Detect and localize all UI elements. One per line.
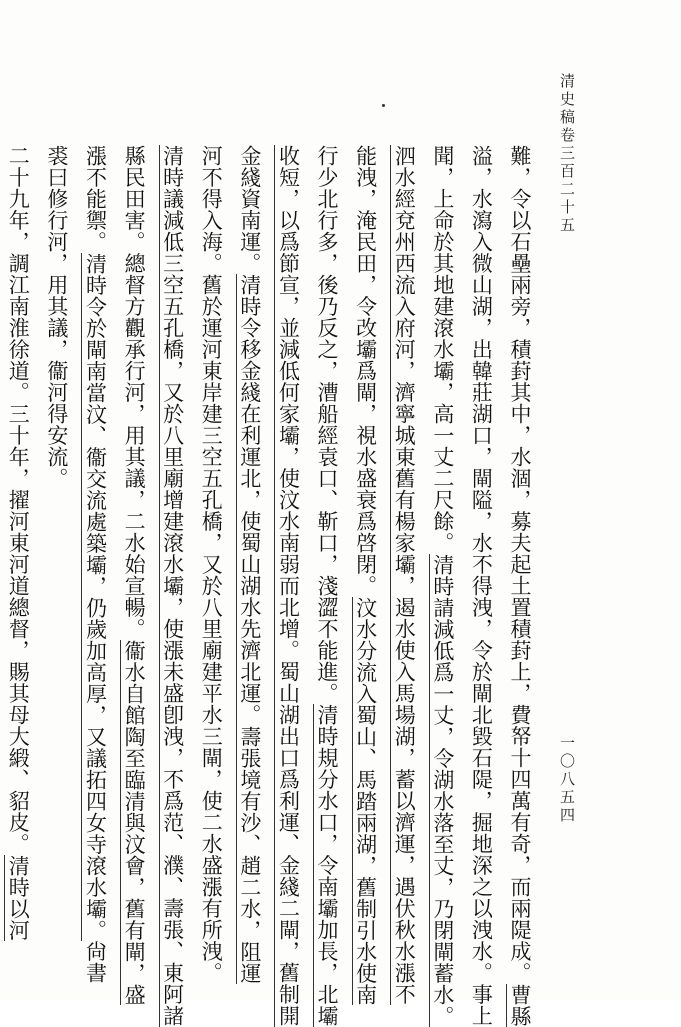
text-column	[0, 145, 37, 1005]
text-segment: 尙書	[83, 940, 108, 984]
person-name-marked-segment: 清時規分水口，令南壩加長，北壩	[315, 704, 340, 1027]
text-column	[500, 145, 539, 1027]
text-column	[423, 145, 462, 1027]
text-column	[76, 145, 115, 1005]
person-name-marked-segment: 衞水自館陶至臨清與汶會，舊有閘，盛	[122, 639, 147, 1005]
text-column	[385, 145, 424, 1005]
text-segment: 漲不能禦。	[83, 145, 108, 253]
person-name-marked-segment: 收短，以爲節宣，並減低何家壩，使汶水南弱而北增。蜀山湖出口爲利運、金綫二閘，舊制開	[276, 145, 301, 1027]
text-segment: 裘曰修行河，用其議，衞河得安流。	[44, 145, 69, 489]
person-name-marked-segment: 壽張境有沙、趙二水，阻運	[237, 725, 262, 984]
ink-speck	[382, 104, 385, 107]
text-column	[153, 145, 192, 1027]
page-number: 一〇八五四	[558, 735, 576, 825]
text-column	[37, 145, 76, 1005]
text-segment: 能洩，淹民田，令改壩爲閘，視水盛衰爲啓閉。	[353, 145, 378, 597]
text-segment: 金綫資南運。	[237, 145, 262, 274]
person-name-marked-segment: 清時令於閘南當汶、衞交流處築壩，仍歲加高厚，又議拓四女寺滾水壩。	[83, 252, 108, 941]
text-segment: 聞，上命於其地建滾水壩，高一丈二尺餘。	[430, 145, 455, 554]
text-column	[114, 145, 153, 1005]
person-name-marked-segment: 曹縣	[508, 983, 532, 1027]
text-segment: 行少北行多，後乃反之，漕船經袁口、靳口，淺澀不能進。	[315, 145, 340, 704]
text-column	[230, 145, 269, 1005]
text-column	[192, 145, 231, 1005]
person-name-marked-segment: 清時令移金綫在利運北，使蜀山湖水先濟北運。	[237, 274, 262, 726]
person-name-marked-segment: 清時請減低爲一丈，令湖水落至丈，乃閉閘蓄水。	[430, 553, 455, 1027]
text-column	[307, 145, 346, 1027]
person-name-marked-segment: 汶水分流入蜀山、馬踏兩湖，舊制引水使南	[353, 596, 378, 1005]
text-column	[269, 145, 308, 1027]
book-title-header: 清史稿卷三百二十五	[558, 73, 576, 235]
person-name-marked-segment: 清時以河	[6, 854, 31, 941]
vertical-text-body	[0, 145, 539, 1027]
person-name-marked-segment: 清時議減低三空五孔橋，又於八里廟增建滾水壩，使漲未盛卽洩，不爲范、濮、壽張、東阿諸	[160, 145, 185, 1027]
text-segment: 二十九年，調江南淮徐道。三十年，擢河東河道總督，賜其母大緞、貂皮。	[6, 145, 31, 855]
text-segment: 縣民田害。總督方觀承行河，用其議，二水始宣暢。	[122, 145, 147, 640]
text-segment: 溢，水瀉入微山湖，出韓莊湖口，閘隘，水不得洩，令於閘北毀石隄，掘地深之以洩水。事上	[469, 145, 494, 1027]
text-segment: 難，令以石壘兩旁，積葑其中，水涸，募夫起土置積葑上，費帑十四萬有奇，而兩隄成。	[508, 145, 532, 984]
text-column	[462, 145, 501, 1027]
text-column	[346, 145, 385, 1005]
person-name-marked-segment: 泗水經兗州西流入府河，濟寧城東舊有楊家壩，遏水使入馬場湖，蓄以濟運，遇伏秋水漲不	[392, 145, 417, 1005]
text-segment: 河不得入海。舊於運河東岸建三空五孔橋，又於八里廟建平水三閘，使二水盛漲有所洩。	[199, 145, 224, 984]
